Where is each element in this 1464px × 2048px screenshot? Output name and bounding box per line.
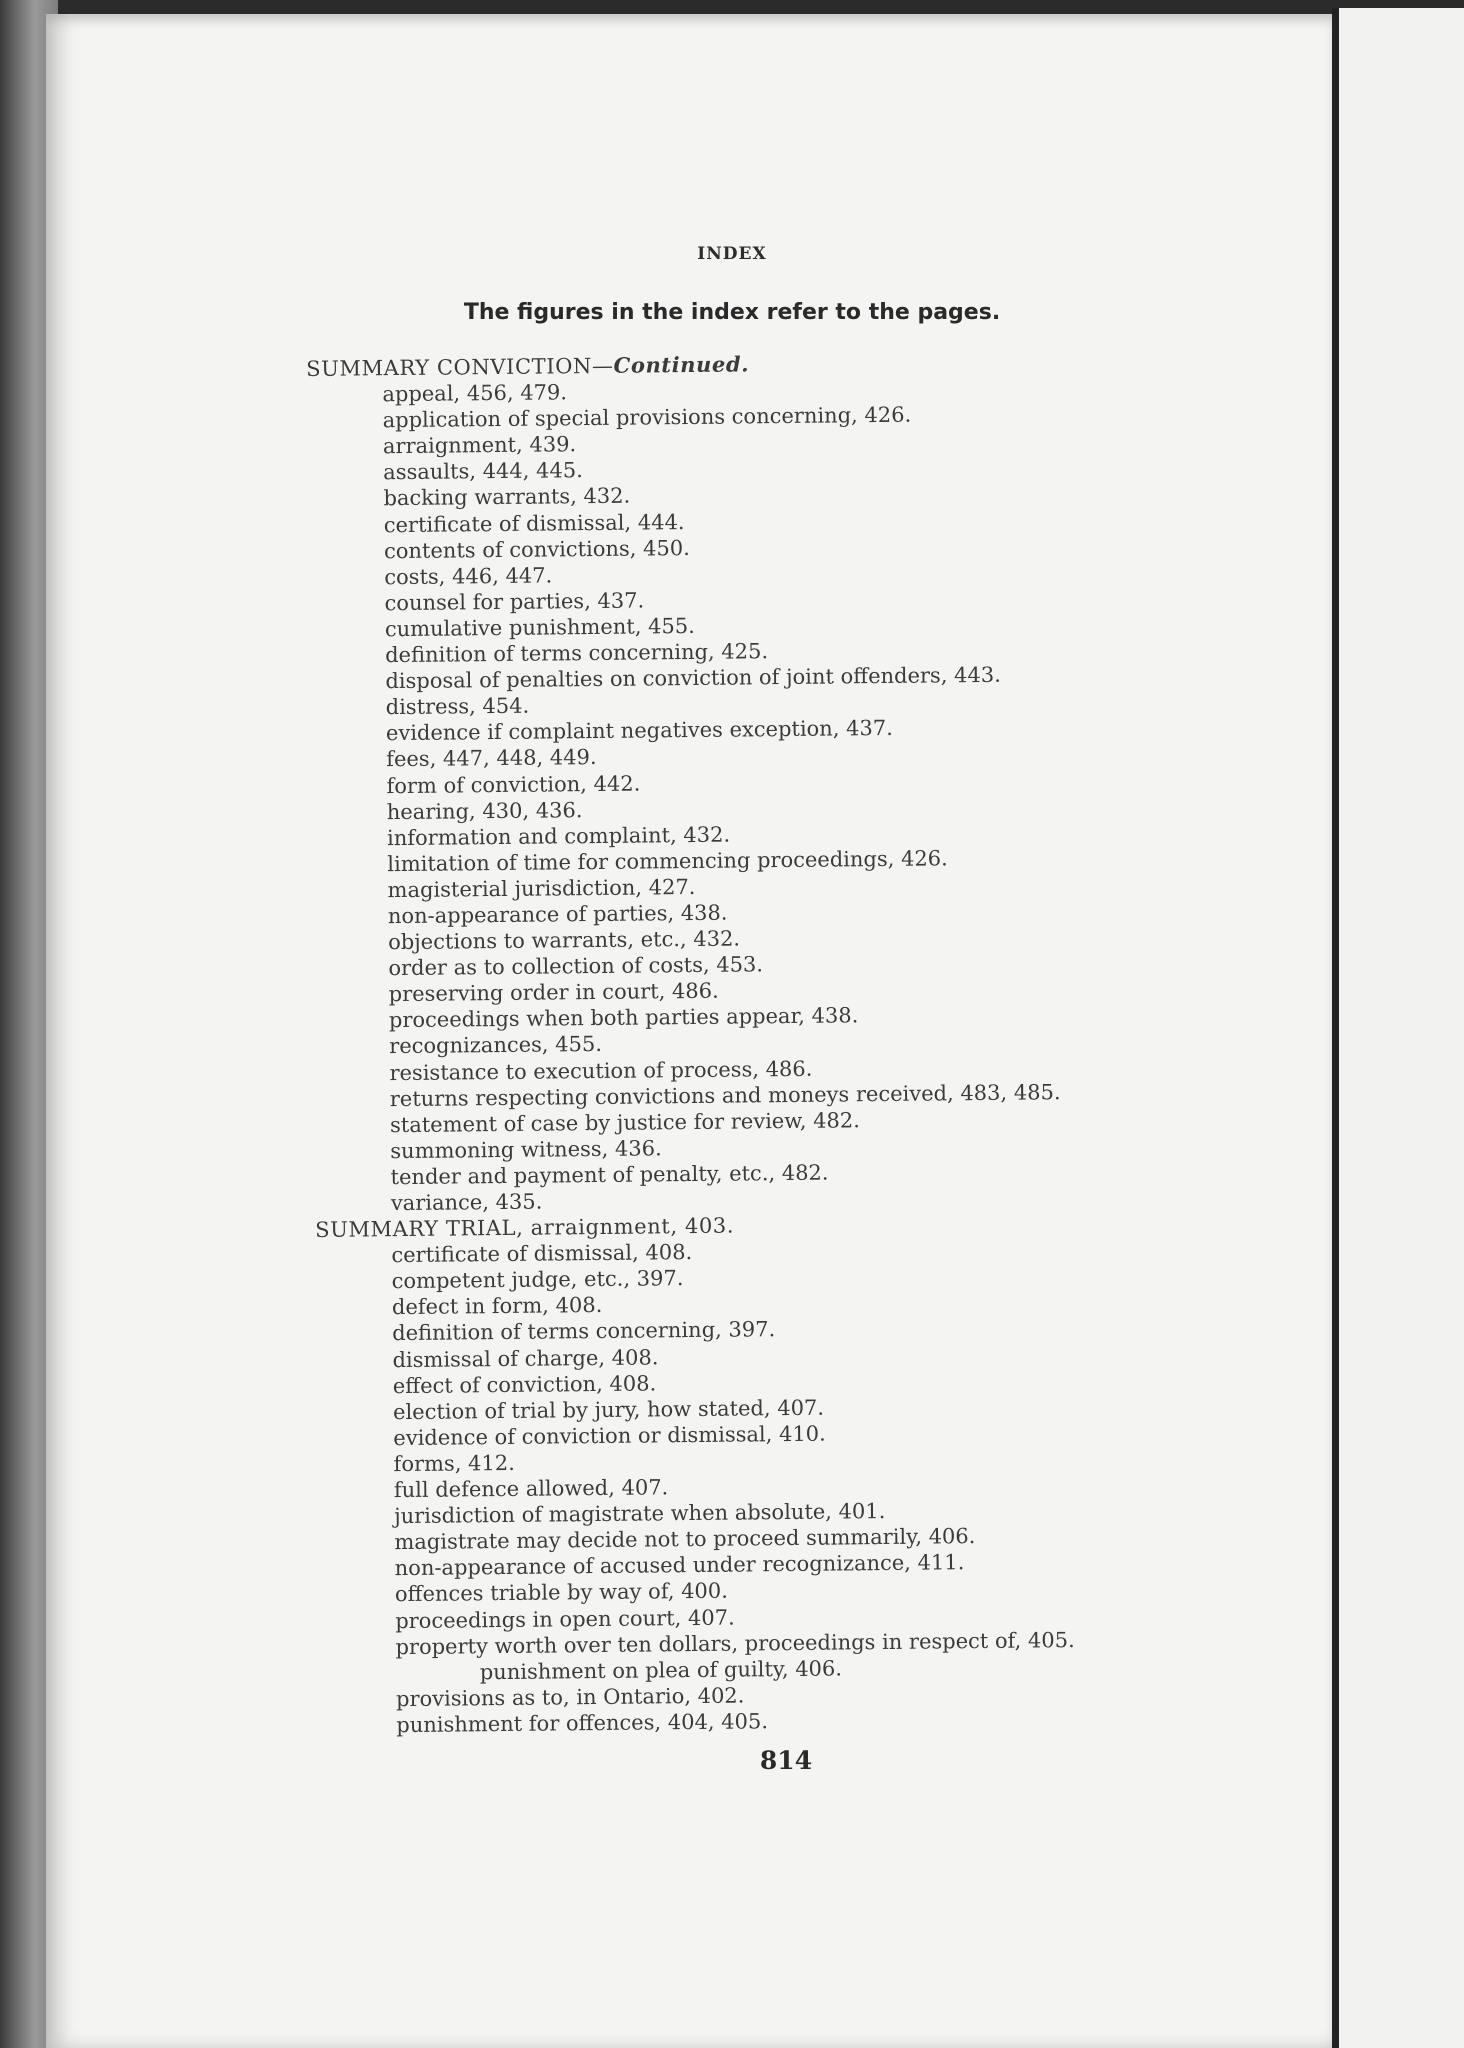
index-entry: certificate of dismissal, 444. (383, 509, 685, 537)
index-entry: evidence if complaint negatives exception, 437. (385, 716, 893, 746)
index-entry: election of trial by jury, how stated, 407. (392, 1395, 825, 1424)
index-entry: backing warrants, 432. (383, 484, 631, 511)
index-sub-entry: punishment on plea of guilty, 406. (479, 1656, 843, 1684)
index-entry: non-appearance of parties, 438. (387, 900, 728, 929)
index-entry: proceedings when both parties appear, 438. (388, 1003, 859, 1033)
index-entry: returns respecting convictions and moneys received, 483, 485. (389, 1079, 1061, 1111)
index-entry: provisions as to, in Ontario, 402. (395, 1683, 745, 1711)
index-entry: order as to collection of costs, 453. (388, 952, 764, 981)
index-entry: competent judge, etc., 397. (391, 1266, 684, 1294)
index-entry: arraignment, 439. (382, 432, 577, 459)
index-entry: offences triable by way of, 400. (394, 1579, 729, 1607)
index-entry: counsel for parties, 437. (384, 588, 645, 616)
index-entry: punishment for offences, 404, 405. (396, 1709, 769, 1738)
index-entry: definition of terms concerning, 425. (385, 639, 769, 668)
index-entry: form of conviction, 442. (386, 771, 641, 798)
index-entry: information and complaint, 432. (386, 822, 731, 850)
index-entry: summoning witness, 436. (390, 1136, 662, 1163)
index-entry: definition of terms concerning, 397. (392, 1317, 776, 1346)
index-entry: recognizances, 455. (389, 1032, 603, 1059)
index-entry: variance, 435. (390, 1189, 543, 1216)
index-entries (306, 346, 1240, 1739)
section-entries (315, 1234, 1239, 1661)
index-entry: proceedings in open court, 407. (395, 1605, 735, 1633)
index-note: The figures in the index refer to the pages. (463, 300, 1001, 325)
page-number: 814 (759, 1746, 813, 1775)
index-entry: appeal, 456, 479. (382, 380, 568, 407)
index-entry: assaults, 444, 445. (383, 458, 583, 485)
index-entry: certificate of dismissal, 408. (391, 1240, 693, 1268)
index-entry: magisterial jurisdiction, 427. (387, 874, 696, 903)
index-entry: limitation of time for commencing proceedings, 426. (387, 846, 948, 876)
section-heading-text: SUMMARY CONVICTION— (306, 353, 614, 381)
index-entry: contents of convictions, 450. (383, 535, 690, 563)
index-entry: full defence allowed, 407. (393, 1475, 669, 1503)
index-entry: fees, 447, 448, 449. (386, 745, 597, 772)
index-entry: disposal of penalties on conviction of joint offenders, 443. (385, 662, 1002, 694)
index-entry: forms, 412. (393, 1450, 515, 1477)
index-entry: jurisdiction of magistrate when absolute, 401. (394, 1499, 886, 1529)
section-heading-text: SUMMARY TRIAL, (315, 1215, 524, 1243)
index-entry: property worth over ten dollars, proceedings in respect of, 405. (395, 1627, 1075, 1659)
index-entry: defect in form, 408. (391, 1293, 603, 1320)
index-entry: dismissal of charge, 408. (392, 1344, 659, 1372)
index-entry: costs, 446, 447. (384, 563, 553, 589)
index-entry: application of special provisions concerning, 426. (382, 402, 912, 433)
section-heading-rest: arraignment, 403. (523, 1213, 735, 1240)
index-entry: hearing, 430, 436. (386, 797, 583, 824)
section-entries (320, 1677, 1240, 1739)
index-entry: effect of conviction, 408. (392, 1371, 657, 1398)
index-entry: magistrate may decide not to proceed summarily, 406. (394, 1524, 976, 1555)
index-entry: tender and payment of penalty, etc., 482. (390, 1160, 829, 1190)
index-entry: cumulative punishment, 455. (384, 613, 695, 642)
index-entry: resistance to execution of process, 486. (389, 1056, 813, 1085)
index-entry: preserving order in court, 486. (388, 978, 719, 1007)
index-entry: evidence of conviction or dismissal, 410. (393, 1421, 826, 1450)
index-entry: distress, 454. (385, 693, 530, 720)
continued-label: Continued. (613, 351, 750, 378)
index-entry: non-appearance of accused under recognizance, 411. (394, 1550, 965, 1581)
index-entry: objections to warrants, etc., 432. (388, 926, 741, 955)
section-entries (306, 372, 1235, 1217)
running-head: INDEX (697, 244, 767, 264)
index-entry: statement of case by justice for review, 482. (389, 1107, 861, 1137)
